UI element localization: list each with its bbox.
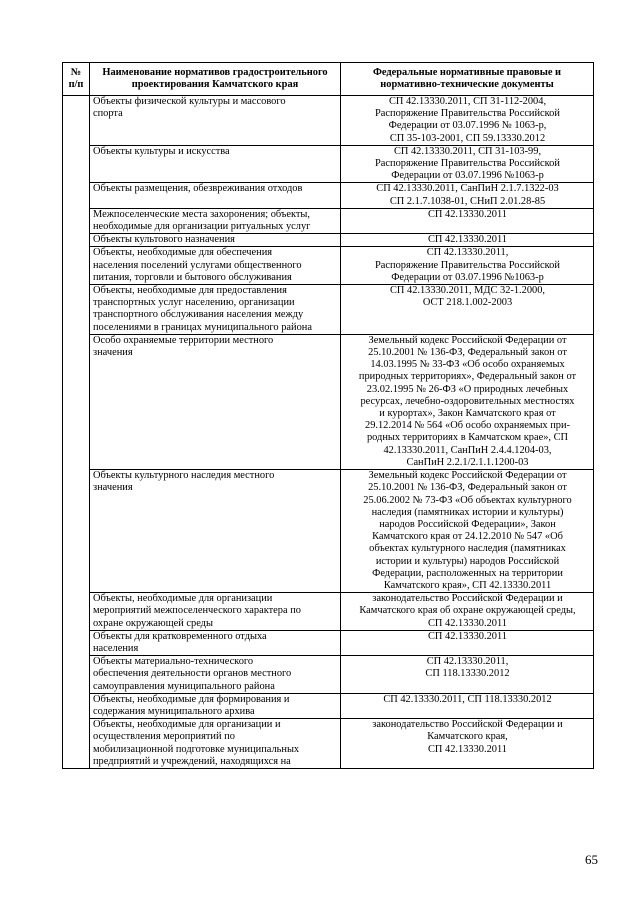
cell-line: СанПиН 2.2.1/2.1.1.1200-03 xyxy=(406,456,529,468)
cell-line: законодательство Российской Федерации и xyxy=(372,593,563,605)
cell-line: 42.13330.2011, СанПиН 2.4.4.1204-03, xyxy=(383,444,552,456)
name-cell xyxy=(90,719,341,769)
name-cell xyxy=(90,208,341,233)
cell-line: народов Российской Федерации», Закон xyxy=(379,518,556,530)
cell-line: обеспечения деятельности органов местного xyxy=(93,668,292,680)
cell-line: СП 42.13330.2011, xyxy=(426,247,509,259)
cell-line: Объекты для кратковременного отдыха xyxy=(93,630,267,642)
cell-line: 25.06.2002 № 73-ФЗ «Об объектах культурного xyxy=(363,494,572,506)
cell-line: Распоряжение Правительства Российской xyxy=(375,259,560,271)
name-cell xyxy=(90,183,341,208)
cell-line: поселениями в границах муниципального района xyxy=(93,321,312,333)
documents-cell xyxy=(341,145,594,183)
cell-line: 25.10.2001 № 136-ФЗ, Федеральный закон от xyxy=(368,482,567,494)
table-row xyxy=(63,183,594,208)
cell-line: самоуправления муниципального района xyxy=(93,680,275,692)
cell-line: СП 42.13330.2011, xyxy=(426,656,509,668)
documents-cell xyxy=(341,208,594,233)
documents-cell xyxy=(341,470,594,593)
cell-line: 29.12.2014 № 564 «Об особо охраняемых при- xyxy=(365,420,570,432)
documents-cell xyxy=(341,285,594,335)
header-documents-line: Федеральные нормативные правовые и xyxy=(372,66,562,78)
cell-line: наследия (памятниках истории и культуры) xyxy=(371,506,564,518)
table-row xyxy=(63,593,594,631)
name-cell xyxy=(90,693,341,718)
table-row xyxy=(63,96,594,146)
page-number: 65 xyxy=(585,852,598,867)
number-cell xyxy=(63,96,90,769)
cell-line: СП 118.13330.2012 xyxy=(425,668,510,680)
name-cell xyxy=(90,593,341,631)
cell-line: Камчатского края об охране окружающей среды, xyxy=(359,605,576,617)
table-row xyxy=(63,630,594,655)
cell-line: Объекты, необходимые для формирования и xyxy=(93,693,290,705)
cell-line: Камчатского края, xyxy=(427,731,508,743)
cell-line: значения xyxy=(93,347,133,359)
cell-line: населения поселений услугами общественного xyxy=(93,259,302,271)
name-cell xyxy=(90,334,341,469)
cell-line: мобилизационной подготовке муниципальных xyxy=(93,743,300,755)
cell-line: Распоряжение Правительства Российской xyxy=(375,158,560,170)
cell-line: необходимые для организации ритуальных услуг xyxy=(93,221,311,233)
cell-line: СП 35-103-2001, СП 59.13330.2012 xyxy=(389,132,546,144)
name-cell xyxy=(90,656,341,694)
documents-cell xyxy=(341,183,594,208)
documents-cell xyxy=(341,656,594,694)
cell-line: СП 42.13330.2011, СанПиН 2.1.7.1322-03 xyxy=(376,183,559,195)
documents-cell xyxy=(341,630,594,655)
cell-line: охране окружающей среды xyxy=(93,617,213,629)
cell-line: СП 42.13330.2011 xyxy=(428,630,507,642)
cell-line: Земельный кодекс Российской Федерации от xyxy=(368,470,567,482)
cell-line: СП 42.13330.2011, МДС 32-1.2000, xyxy=(389,285,546,297)
cell-line: предприятий и учреждений, находящихся на xyxy=(93,755,291,767)
cell-line: осуществления мероприятий по xyxy=(93,731,235,743)
table-row xyxy=(63,247,594,285)
cell-line: Объекты, необходимые для обеспечения xyxy=(93,247,273,259)
documents-cell xyxy=(341,247,594,285)
table-row xyxy=(63,719,594,769)
cell-line: законодательство Российской Федерации и xyxy=(372,719,563,731)
table-header-row xyxy=(63,63,594,96)
documents-cell xyxy=(341,334,594,469)
cell-line: Объекты размещения, обезвреживания отходов xyxy=(93,183,303,195)
cell-line: Межпоселенческие места захоронения; объекты, xyxy=(93,208,310,220)
cell-line: Объекты культового назначения xyxy=(93,234,235,246)
cell-line: Объекты, необходимые для предоставления xyxy=(93,285,287,297)
table-row xyxy=(63,693,594,718)
name-cell xyxy=(90,630,341,655)
cell-line: Федерации от 03.07.1996 №1063-р xyxy=(391,170,544,182)
table-row xyxy=(63,334,594,469)
cell-line: мероприятий межпоселенческого характера по xyxy=(93,605,301,617)
header-name xyxy=(90,63,341,96)
documents-cell xyxy=(341,593,594,631)
cell-line: СП 42.13330.2011 xyxy=(428,743,507,755)
cell-line: СП 42.13330.2011 xyxy=(428,208,507,220)
cell-line: истории и культуры) народов Российской xyxy=(375,555,560,567)
cell-line: Объекты, необходимые для организации и xyxy=(93,719,281,731)
cell-line: 14.03.1995 № 33-ФЗ «Об особо охраняемых xyxy=(370,359,565,371)
cell-line: СП 42.13330.2011, СП 31-103-99, xyxy=(393,145,542,157)
cell-line: Федерации от 03.07.1996 № 1063-р, xyxy=(388,120,547,132)
normatives-table xyxy=(62,62,594,769)
cell-line: и курортах», Закон Камчатского края от xyxy=(379,408,556,420)
cell-line: родных территориях в Камчатском крае», СП xyxy=(366,432,569,444)
cell-line: питания, торговли и бытового обслуживания xyxy=(93,271,292,283)
documents-cell xyxy=(341,719,594,769)
documents-cell xyxy=(341,234,594,247)
cell-line: значения xyxy=(93,482,133,494)
header-documents xyxy=(341,63,594,96)
header-number-line: п/п xyxy=(68,79,84,90)
documents-cell xyxy=(341,693,594,718)
header-name-line: Наименование нормативов градостроительного xyxy=(102,66,328,78)
header-number xyxy=(63,63,90,96)
cell-line: ресурсах, лечебно-оздоровительных местностях xyxy=(360,395,575,407)
cell-line: содержания муниципального архива xyxy=(93,705,255,717)
header-name-line: проектирования Камчатского края xyxy=(131,79,299,90)
cell-line: Объекты физической культуры и массового xyxy=(93,96,286,107)
cell-line: Особо охраняемые территории местного xyxy=(93,334,274,346)
name-cell xyxy=(90,247,341,285)
cell-line: спорта xyxy=(93,108,123,120)
table-row xyxy=(63,470,594,593)
cell-line: СП 2.1.7.1038-01, СНиП 2.01.28-85 xyxy=(389,195,546,207)
name-cell xyxy=(90,285,341,335)
cell-line: Распоряжение Правительства Российской xyxy=(375,108,560,120)
cell-line: населения xyxy=(93,642,139,654)
table-row xyxy=(63,208,594,233)
cell-line: Объекты материально-технического xyxy=(93,656,254,668)
documents-cell xyxy=(341,96,594,146)
cell-line: Камчатского края от 24.12.2010 № 547 «Об xyxy=(372,531,563,543)
header-documents-line: нормативно-технические документы xyxy=(380,79,554,90)
cell-line: Федерации от 03.07.1996 №1063-р xyxy=(391,271,544,283)
name-cell xyxy=(90,234,341,247)
table-row xyxy=(63,234,594,247)
cell-line: СП 42.13330.2011, СП 31-112-2004, xyxy=(388,96,547,107)
table-row xyxy=(63,285,594,335)
cell-line: объектах культурного наследия (памятниках xyxy=(369,543,566,555)
cell-line: Объекты культуры и искусства xyxy=(93,145,230,157)
cell-line: транспортных услуг населению, организации xyxy=(93,297,295,309)
name-cell xyxy=(90,470,341,593)
cell-line: 25.10.2001 № 136-ФЗ, Федеральный закон от xyxy=(368,347,567,359)
cell-line: Камчатского края», СП 42.13330.2011 xyxy=(383,579,552,591)
cell-line: ОСТ 218.1.002-2003 xyxy=(422,297,513,309)
cell-line: 23.02.1995 № 26-ФЗ «О природных лечебных xyxy=(366,383,569,395)
cell-line: Земельный кодекс Российской Федерации от xyxy=(368,334,567,346)
cell-line: Федерации, расположенных на территории xyxy=(372,567,563,579)
name-cell xyxy=(90,96,341,146)
cell-line: СП 42.13330.2011 xyxy=(428,617,507,629)
cell-line: СП 42.13330.2011, СП 118.13330.2012 xyxy=(383,693,552,705)
name-cell xyxy=(90,145,341,183)
table-row xyxy=(63,656,594,694)
cell-line: транспортного обслуживания населения между xyxy=(93,309,304,321)
cell-line: Объекты, необходимые для организации xyxy=(93,593,273,605)
cell-line: Объекты культурного наследия местного xyxy=(93,470,275,482)
cell-line: СП 42.13330.2011 xyxy=(428,234,507,246)
table-row xyxy=(63,145,594,183)
header-number-line: № xyxy=(70,66,82,78)
cell-line: природных территориях», Федеральный закон от xyxy=(358,371,577,383)
